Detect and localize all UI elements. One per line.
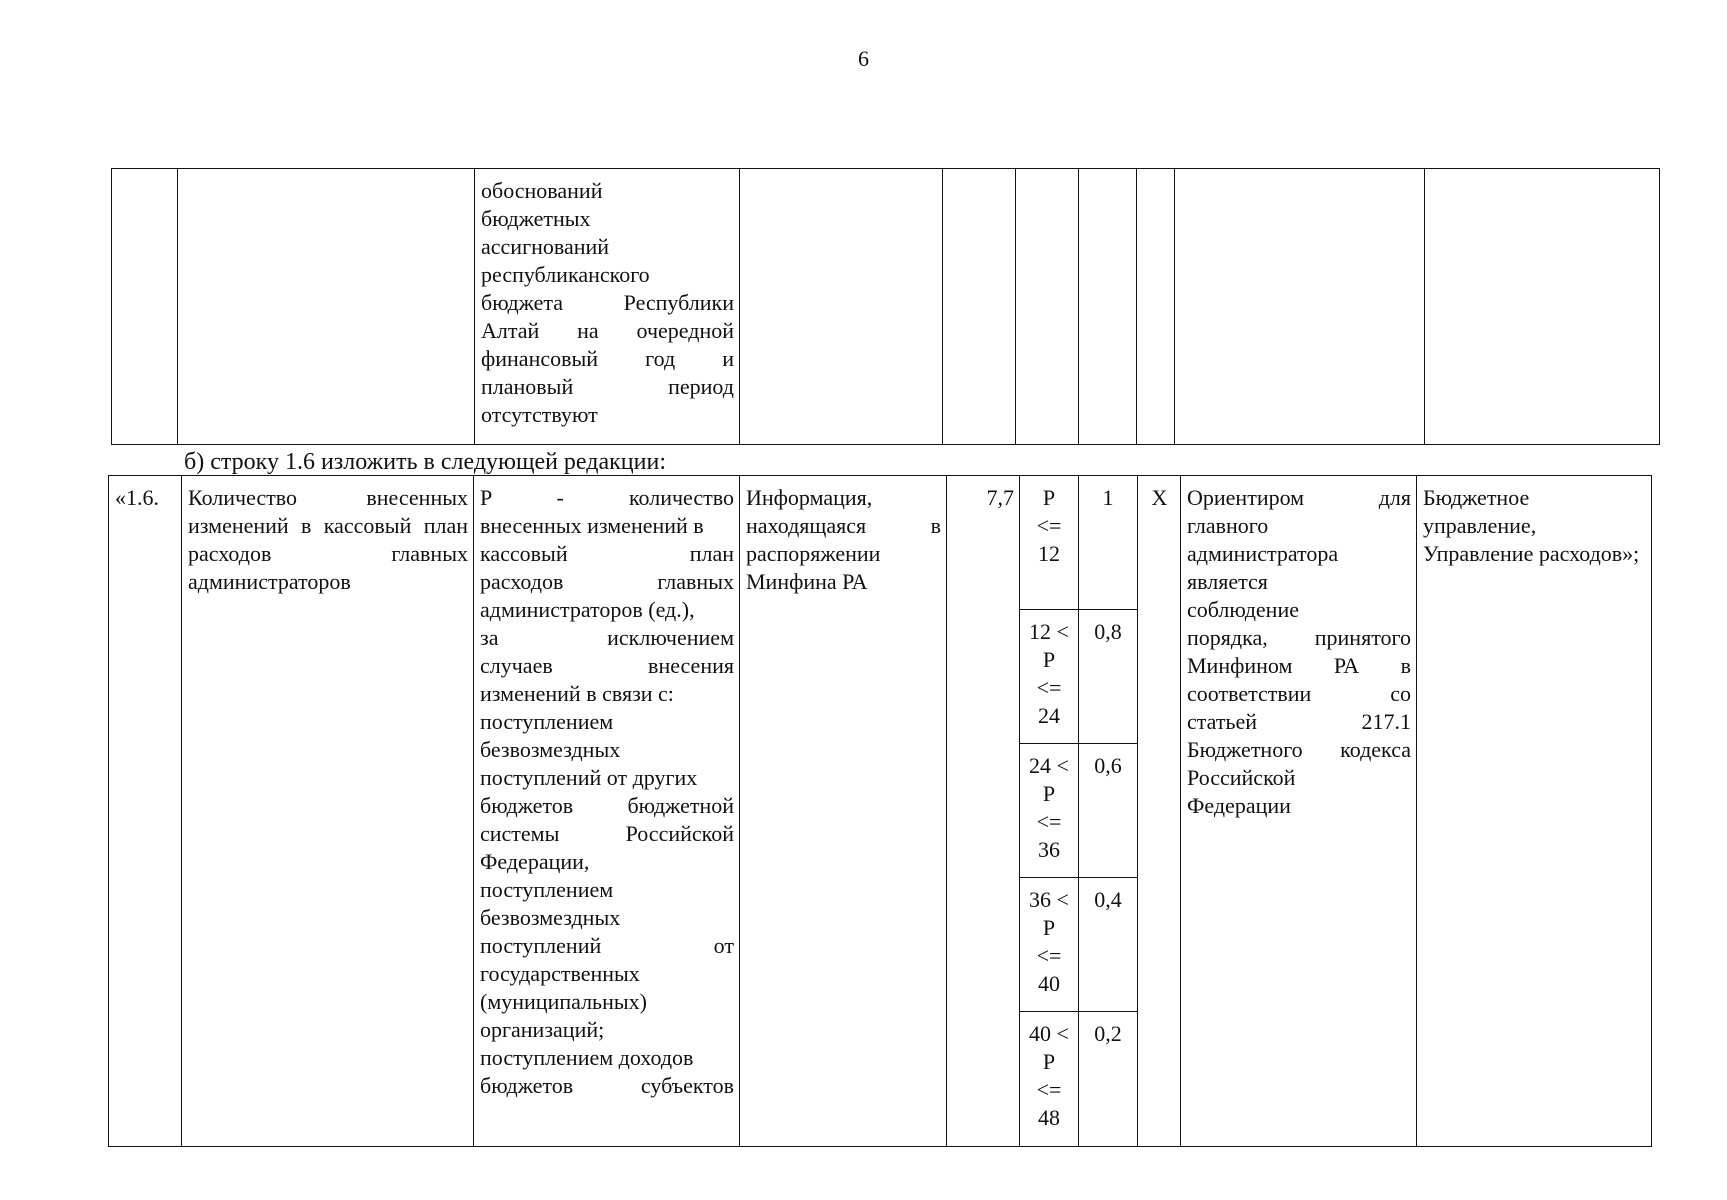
text-line: главного: [1187, 513, 1269, 538]
text-line: Ориентиром для: [1187, 485, 1411, 510]
text-line: соответствии со: [1187, 681, 1411, 706]
responsible-units: Бюджетное управление, Управление расходов»;: [1417, 476, 1652, 1147]
text-line: системы Российской: [480, 821, 734, 846]
range-condition: 36 < P <= 40: [1020, 878, 1078, 1012]
range-condition: 12 < P <= 24: [1020, 610, 1078, 744]
text-line: поступлением: [480, 709, 614, 734]
text-line: обоснований: [481, 178, 603, 203]
text-line: случаев внесения: [480, 653, 734, 678]
text-line: P - количество: [480, 485, 734, 510]
data-source: Информация, находящаяся в распоряжении Минфина РА: [740, 476, 947, 1147]
row-number: «1.6.: [109, 476, 182, 1147]
text-line: статьей 217.1: [1187, 709, 1411, 734]
range-scores: [1079, 476, 1138, 1147]
text-line: отсутствуют: [481, 402, 598, 427]
text-line: организаций;: [480, 1017, 605, 1042]
range-score: 0,4: [1079, 878, 1137, 1012]
text-line: поступлением доходов: [480, 1045, 694, 1070]
text-line: Федерации,: [480, 849, 590, 874]
text-line: кассовый план: [480, 541, 734, 566]
text-line: (муниципальных): [480, 989, 647, 1014]
range-condition: 40 < P <= 48: [1029, 1021, 1069, 1130]
text-line: финансовый год и: [481, 346, 734, 371]
cell-indicator-text: [475, 169, 740, 445]
text-line: изменений в связи с:: [480, 681, 674, 706]
cell-weight: [943, 169, 1016, 445]
indicator-name: Количество внесенных изменений в кассовый план расходов главных администраторов: [182, 476, 474, 1147]
text-line: администратора: [1187, 541, 1339, 566]
cell-condition: [1016, 169, 1079, 445]
text-line: Российской: [1187, 765, 1296, 790]
text-line: бюджетов бюджетной: [480, 793, 734, 818]
range-score: 1: [1079, 476, 1137, 610]
range-conditions: [1020, 476, 1079, 1147]
cell-guideline: [1175, 169, 1425, 445]
range-condition: P <= 12: [1020, 476, 1078, 610]
cell-number: [112, 169, 178, 445]
text-line: за исключением: [480, 625, 734, 650]
text-line: ассигнований: [481, 234, 610, 259]
text-line: Алтай на очередной: [481, 318, 734, 343]
cell-marker: [1137, 169, 1175, 445]
text-line: безвозмездных: [480, 905, 621, 930]
text-line: является: [1187, 569, 1268, 594]
text-line: государственных: [480, 961, 640, 986]
indicator-weight: 7,7: [947, 476, 1020, 1147]
text-line: плановый период: [481, 374, 734, 399]
range-score: 0,2: [1094, 1021, 1122, 1046]
marker-cell: X: [1138, 476, 1181, 1147]
cell-name: [178, 169, 475, 445]
page-number: 6: [858, 46, 869, 71]
table-row: [112, 169, 1660, 445]
cell-score: [1079, 169, 1137, 445]
range-condition: 24 < P <= 36: [1020, 744, 1078, 878]
continuation-table: [111, 168, 1660, 445]
text-line: поступлений от других: [480, 765, 698, 790]
text-line: Федерации: [1187, 793, 1291, 818]
text-line: порядка, принятого: [1187, 625, 1411, 650]
text-line: внесенных изменений в: [480, 513, 704, 538]
section-note: б) строку 1.6 изложить в следующей редакции:: [184, 449, 666, 475]
text-line: Минфином РА в: [1187, 653, 1411, 678]
text-line: администраторов (ед.),: [480, 597, 695, 622]
text-line: бюджетных: [481, 206, 591, 231]
text-line: Бюджетного кодекса: [1187, 737, 1411, 762]
text-line: бюджета Республики: [481, 290, 734, 315]
text-line: соблюдение: [1187, 597, 1299, 622]
range-score: 0,8: [1079, 610, 1137, 744]
range-score: 0,6: [1079, 744, 1137, 878]
indicator-table: [108, 475, 1652, 1147]
text-line: поступлений от: [480, 933, 734, 958]
guideline-text: [1181, 476, 1417, 1147]
indicator-formula: [474, 476, 740, 1147]
text-line: расходов главных: [480, 569, 734, 594]
text-line: безвозмездных: [480, 737, 621, 762]
text-line: поступлением: [480, 877, 614, 902]
cell-source: [740, 169, 943, 445]
cell-responsible: [1425, 169, 1660, 445]
text-line: республиканского: [481, 262, 650, 287]
table-row: [109, 476, 1652, 1147]
text-line: бюджетов субъектов: [480, 1073, 734, 1098]
